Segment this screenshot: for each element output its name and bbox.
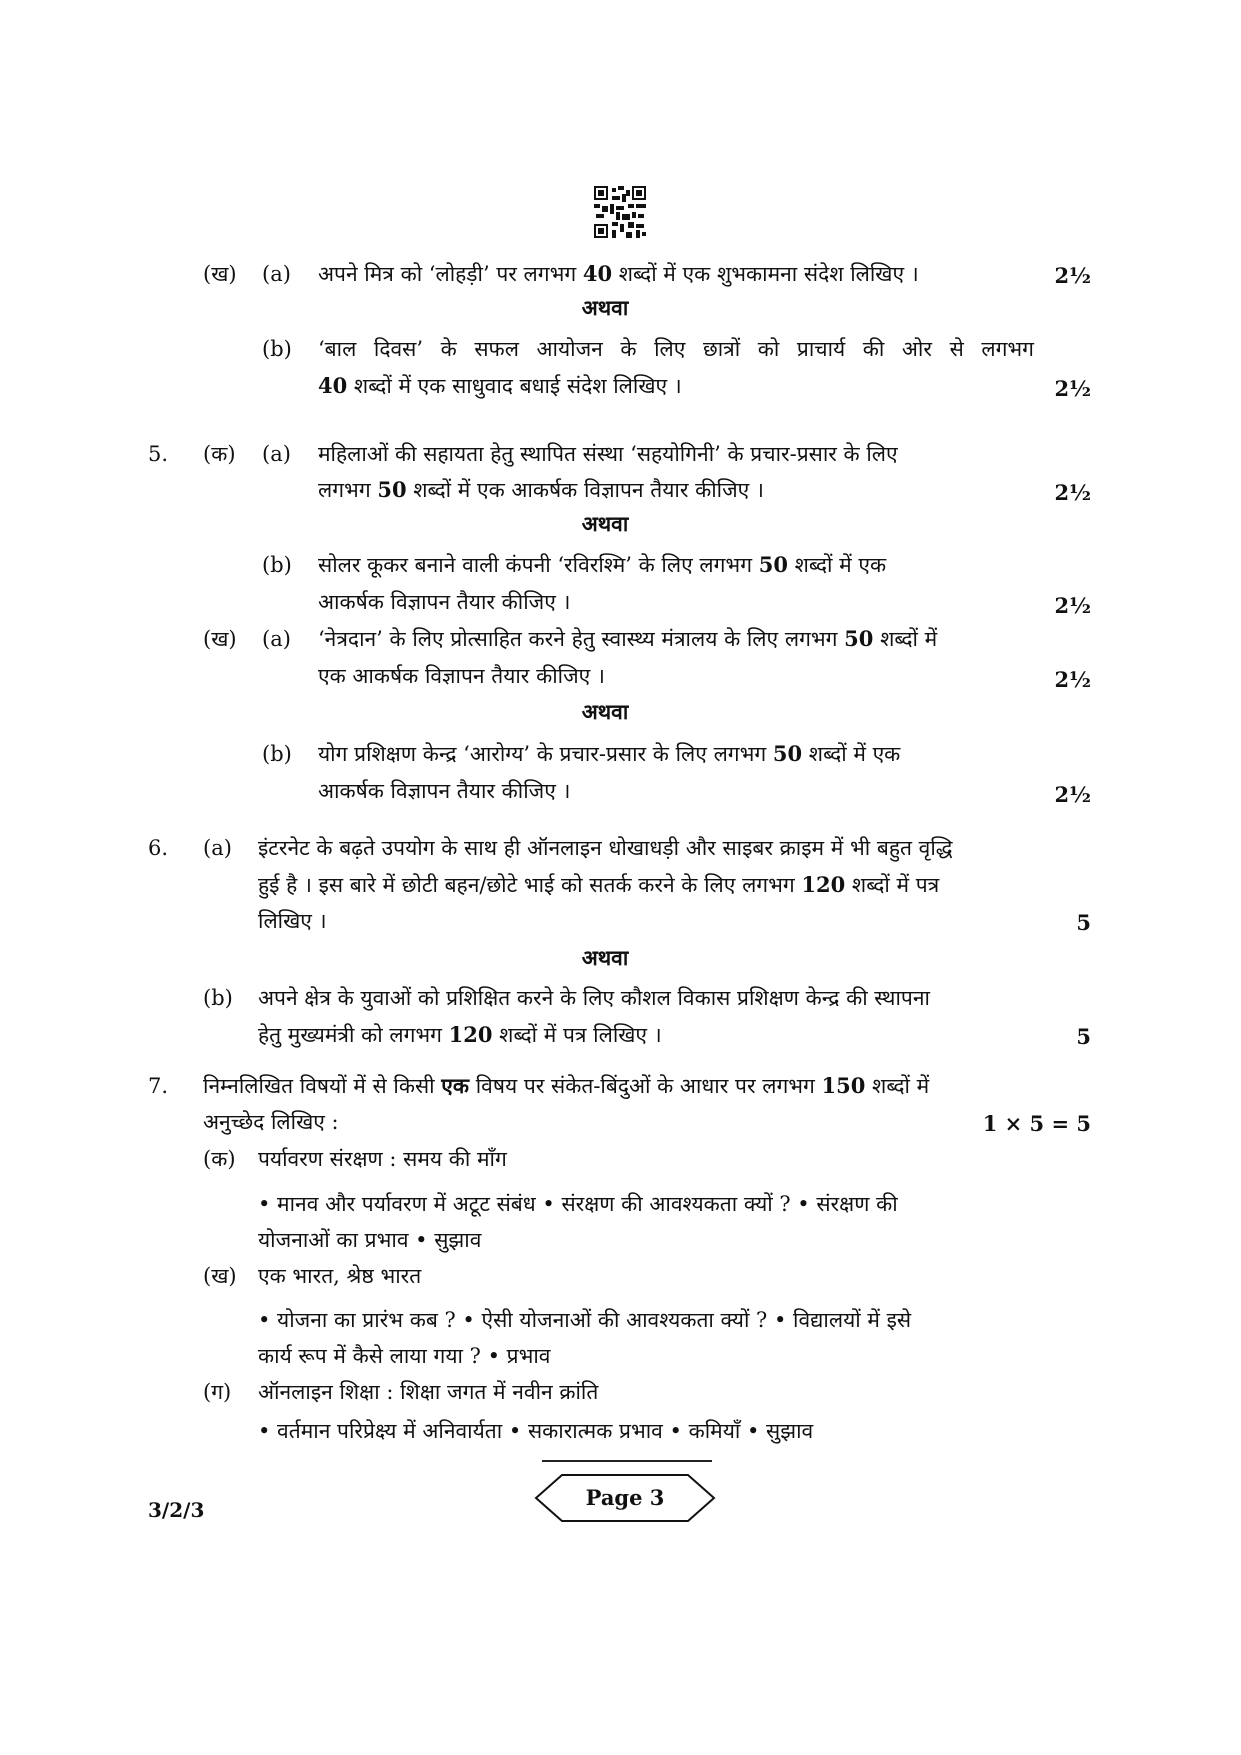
q6-b-line2: हेतु मुख्यमंत्री को लगभग 120 शब्दों में पत्र लिखिए । (258, 1022, 662, 1047)
paper-code: 3/2/3 (148, 1498, 205, 1522)
footer-rule (542, 1460, 712, 1462)
q5-kh-a-line2: एक आकर्षक विज्ञापन तैयार कीजिए । (318, 664, 605, 688)
q5-kh-b-marks: 2½ (1054, 782, 1091, 807)
q4-kh-a-label: (a) (262, 262, 291, 286)
q6-b-line1: अपने क्षेत्र के युवाओं को प्रशिक्षित करने के लिए कौशल विकास प्रशिक्षण केन्द्र की स्थापना (258, 986, 930, 1010)
q5-kh-a-marks: 2½ (1054, 667, 1091, 692)
q7-kh-points-1: • योजना का प्रारंभ कब ? • ऐसी योजनाओं की आवश्यकता क्यों ? • विद्यालयों में इसे (258, 1308, 912, 1332)
q5-ka-label: (क) (203, 442, 236, 466)
q5-number: 5. (148, 442, 169, 466)
q7-kh-title: एक भारत, श्रेष्ठ भारत (258, 1264, 422, 1288)
q7-kh-label: (ख) (203, 1264, 237, 1288)
q7-marks: 1 × 5 = 5 (982, 1111, 1091, 1136)
q7-line1: निम्नलिखित विषयों में से किसी एक विषय पर संकेत-बिंदुओं के आधार पर लगभग 150 शब्दों में (203, 1073, 930, 1098)
q5-kh-b-label: (b) (262, 742, 292, 766)
q5-kh-label: (ख) (203, 627, 237, 651)
q4-kh-a-marks: 2½ (1054, 263, 1091, 288)
q7-ga-label: (ग) (203, 1380, 232, 1404)
q7-kh-points-2: कार्य रूप में कैसे लाया गया ? • प्रभाव (258, 1344, 551, 1368)
q4-kh-label: (ख) (203, 262, 237, 286)
q5-ka-a-line2: लगभग 50 शब्दों में एक आकर्षक विज्ञापन तैयार कीजिए । (318, 477, 764, 502)
q7-line2: अनुच्छेद लिखिए : (203, 1110, 339, 1134)
q4-kh-b-marks: 2½ (1054, 376, 1091, 401)
q5-ka-a-line1: महिलाओं की सहायता हेतु स्थापित संस्था ‘सहयोगिनी’ के प्रचार-प्रसार के लिए (318, 442, 898, 466)
q4-kh-b-line2: 40 शब्दों में एक साधुवाद बधाई संदेश लिखिए । (318, 373, 682, 398)
q5-or-2: अथवा (581, 699, 629, 724)
q5-kh-b-line1: योग प्रशिक्षण केन्द्र ‘आरोग्य’ के प्रचार-प्रसार के लिए लगभग 50 शब्दों में एक (318, 741, 901, 766)
q4-kh-b-label: (b) (262, 337, 292, 361)
q5-ka-b-label: (b) (262, 553, 292, 577)
q6-a-line1: इंटरनेट के बढ़ते उपयोग के साथ ही ऑनलाइन धोखाधड़ी और साइबर क्राइम में भी बहुत वृद्धि (258, 836, 953, 860)
q5-ka-b-line2: आकर्षक विज्ञापन तैयार कीजिए । (318, 590, 571, 614)
q5-ka-a-label: (a) (262, 442, 291, 466)
q6-a-line3: लिखिए । (258, 909, 327, 933)
q7-ga-title: ऑनलाइन शिक्षा : शिक्षा जगत में नवीन क्रांति (258, 1380, 599, 1404)
q6-b-label: (b) (203, 986, 233, 1010)
q5-ka-b-line1: सोलर कूकर बनाने वाली कंपनी ‘रविरश्मि’ के लिए लगभग 50 शब्दों में एक (318, 552, 887, 577)
q5-ka-b-marks: 2½ (1054, 593, 1091, 618)
q6-a-label: (a) (203, 836, 232, 860)
q5-kh-b-line2: आकर्षक विज्ञापन तैयार कीजिए । (318, 779, 571, 803)
q6-or: अथवा (581, 945, 629, 970)
q5-kh-a-line1: ‘नेत्रदान’ के लिए प्रोत्साहित करने हेतु स्वास्थ्य मंत्रालय के लिए लगभग 50 शब्दों में (318, 626, 938, 651)
q7-number: 7. (148, 1074, 169, 1098)
q4-kh-b-line1: ‘बाल दिवस’ के सफल आयोजन के लिए छात्रों को प्राचार्य की ओर से लगभग (318, 337, 1034, 361)
q6-number: 6. (148, 836, 169, 860)
q4-kh-or: अथवा (581, 295, 629, 320)
q6-b-marks: 5 (1076, 1024, 1091, 1049)
q4-kh-a-text: अपने मित्र को ‘लोहड़ी’ पर लगभग 40 शब्दों में एक शुभकामना संदेश लिखिए । (318, 261, 919, 286)
q6-a-line2: हुई है । इस बारे में छोटी बहन/छोटे भाई को सतर्क करने के लिए लगभग 120 शब्दों में पत्र (258, 872, 940, 897)
q7-ka-points-1: • मानव और पर्यावरण में अटूट संबंध • संरक्षण की आवश्यकता क्यों ? • संरक्षण की (258, 1192, 898, 1216)
q5-or-1: अथवा (581, 511, 629, 536)
q7-ka-label: (क) (203, 1147, 236, 1171)
q5-ka-a-marks: 2½ (1054, 480, 1091, 505)
q7-ka-title: पर्यावरण संरक्षण : समय की माँग (258, 1147, 507, 1171)
q5-kh-a-label: (a) (262, 627, 291, 651)
q7-ka-points-2: योजनाओं का प्रभाव • सुझाव (258, 1228, 482, 1252)
q7-ga-points: • वर्तमान परिप्रेक्ष्य में अनिवार्यता • सकारात्मक प्रभाव • कमियाँ • सुझाव (258, 1419, 814, 1443)
page-number: Page 3 (585, 1485, 665, 1510)
q6-a-marks: 5 (1076, 910, 1091, 935)
qr-code-icon (594, 186, 646, 238)
